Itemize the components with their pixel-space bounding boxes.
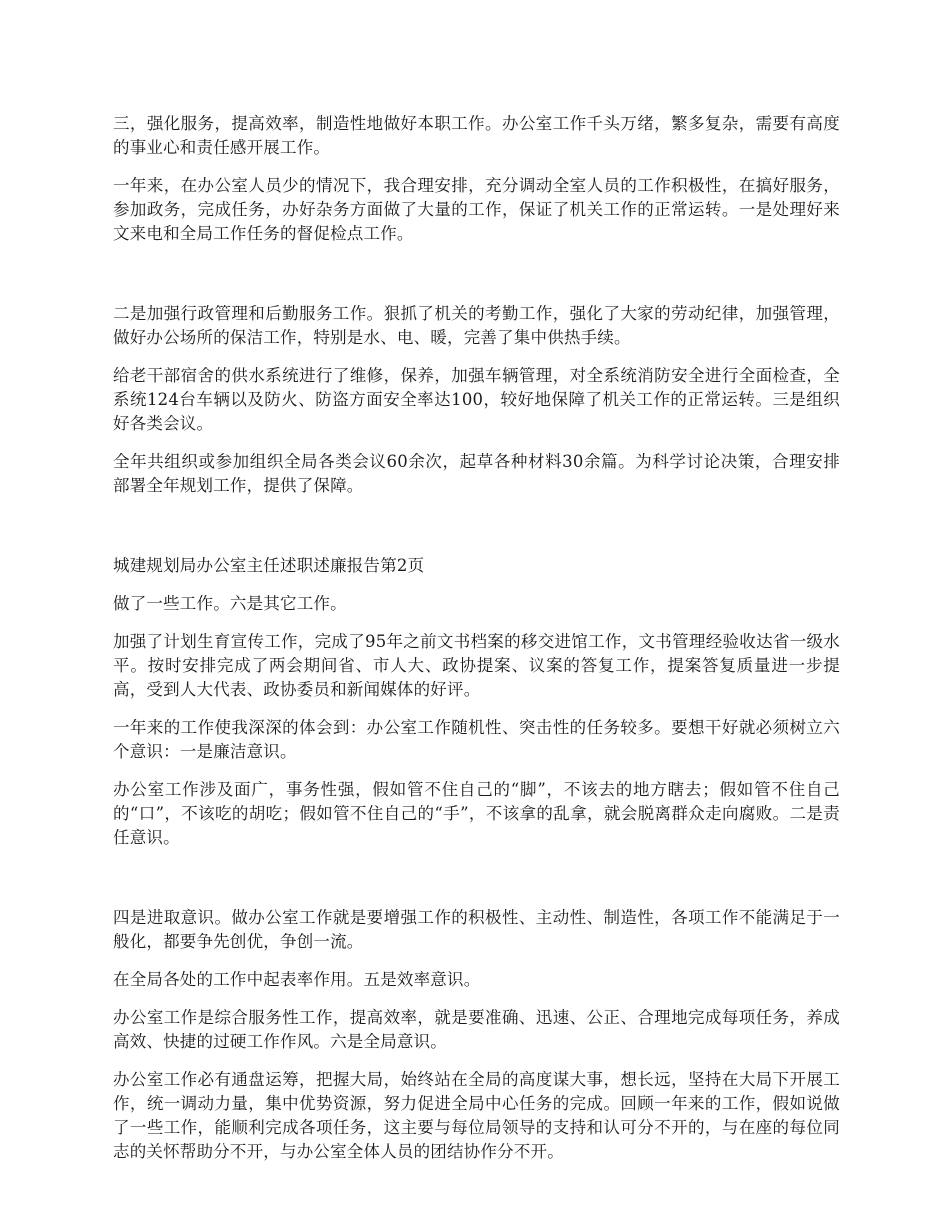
paragraph: 二是加强行政管理和后勤服务工作。狠抓了机关的考勤工作，强化了大家的劳动纪律，加强管理，做好办公场所的保洁工作，特别是水、电、暖，完善了集中供热手续。	[113, 304, 840, 347]
paragraph: 四是进取意识。做办公室工作就是要增强工作的积极性、主动性、制造性，各项工作不能满足于一般化，都要争先创优，争创一流。	[113, 908, 840, 951]
paragraph: 三，强化服务，提高效率，制造性地做好本职工作。办公室工作千头万绪，繁多复杂，需要有高度的事业心和责任感开展工作。	[113, 114, 840, 157]
paragraph: 一年来，在办公室人员少的情况下，我合理安排，充分调动全室人员的工作积极性，在搞好服务，参加政务，完成任务，办好杂务方面做了大量的工作，保证了机关工作的正常运转。一是处理好来文来电和全局工作任务的督促检点工作。	[113, 176, 840, 243]
page-heading: 城建规划局办公室主任述职述廉报告第2页	[113, 556, 425, 575]
paragraph: 办公室工作必有通盘运筹，把握大局，始终站在全局的高度谋大事，想长远，坚持在大局下开展工作，统一调动力量，集中优势资源，努力促进全局中心任务的完成。回顾一年来的工作，假如说做了一些工作，能顺利完成各项任务，这主要与每位局领导的支持和认可分不开的，与在座的每位同志的关怀帮助分不开，与办公室全体人员的团结协作分不开。	[113, 1070, 840, 1161]
document-body	[113, 112, 840, 1178]
paragraph: 做了一些工作。六是其它工作。	[113, 594, 347, 613]
paragraph: 全年共组织或参加组织全局各类会议60余次，起草各种材料30余篇。为科学讨论决策，合理安排部署全年规划工作，提供了保障。	[113, 452, 840, 495]
paragraph: 办公室工作涉及面广，事务性强，假如管不住自己的“脚”，不该去的地方瞎去；假如管不住自己的“口”，不该吃的胡吃；假如管不住自己的“手”，不该拿的乱拿，就会脱离群众走向腐败。二是责任意识。	[113, 780, 840, 847]
section-gap	[113, 260, 840, 302]
paragraph: 办公室工作是综合服务性工作，提高效率，就是要准确、迅速、公正、合理地完成每项任务，养成高效、快捷的过硬工作作风。六是全局意识。	[113, 1008, 840, 1051]
section-gap	[113, 864, 840, 906]
paragraph: 在全局各处的工作中起表率作用。五是效率意识。	[113, 970, 481, 989]
paragraph: 一年来的工作使我深深的体会到：办公室工作随机性、突击性的任务较多。要想干好就必须树立六个意识：一是廉洁意识。	[113, 718, 840, 761]
paragraph: 加强了计划生育宣传工作，完成了95年之前文书档案的移交进馆工作，文书管理经验收达省一级水平。按时安排完成了两会期间省、市人大、政协提案、议案的答复工作，提案答复质量进一步提高，受到人大代表、政协委员和新闻媒体的好评。	[113, 632, 840, 699]
section-gap	[113, 512, 840, 554]
paragraph: 给老干部宿舍的供水系统进行了维修，保养，加强车辆管理，对全系统消防安全进行全面检查，全系统124台车辆以及防火、防盗方面安全率达100，较好地保障了机关工作的正常运转。三是组织好各类会议。	[113, 366, 840, 433]
